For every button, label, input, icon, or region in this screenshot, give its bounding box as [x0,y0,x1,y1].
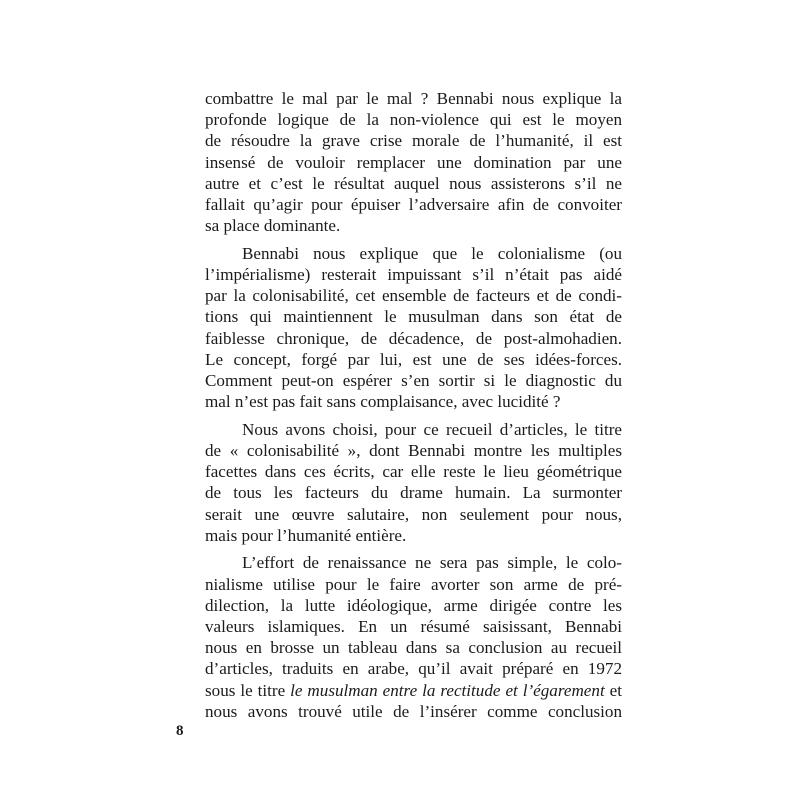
text-line: sa place dominante. [205,216,341,236]
paragraph-2 [205,243,622,413]
text-line: autre et c’est le résultat auquel nous assisterons s’il ne [205,173,622,193]
text-line: serait une œuvre salutaire, non seulement pour nous, [205,504,622,524]
text-line: facettes dans ces écrits, car elle reste le lieu géométrique [205,462,622,482]
paragraph-4 [205,552,622,722]
text-line: mais pour l’humanité entière. [205,525,407,545]
text-line: valeurs islamiques. En un résumé saisissant, Bennabi [205,617,622,636]
text-line: Nous avons choisi, pour ce recueil d’articles, le titre [242,419,622,439]
text-line: par la colonisabilité, cet ensemble de facteurs et de condi- [205,286,622,306]
paragraph-3 [205,419,622,546]
text-line: nous avons trouvé utile de l’insérer comme conclusion [205,701,622,721]
text-line-with-italic-title [205,680,622,701]
text-line: fallait qu’agir pour épuiser l’adversaire afin de convoiter [205,194,622,214]
text-line: dilection, la lutte idéologique, arme dirigée contre les [205,595,622,615]
paragraph-1 [205,88,622,236]
italic-book-title: le musulman entre la rectitude et l’égarement [290,680,605,700]
text-line: de tous les facteurs du drame humain. La surmonter [205,483,622,503]
text-line: Comment peut-on espérer s’en sortir si le diagnostic du [205,370,622,390]
text-line: Le concept, forgé par lui, est une de ses idées-forces. [205,349,622,369]
page-number: 8 [176,723,184,739]
text-line: nialisme utilise pour le faire avorter son arme de pré- [205,574,622,594]
text-segment: et [604,680,622,700]
body-text [205,88,622,728]
text-line: d’articles, traduits en arabe, qu’il avait préparé en 1972 [205,659,622,679]
text-line: Bennabi nous explique que le colonialisme (ou [242,243,622,263]
text-line: l’impérialisme) resterait impuissant s’il n’était pas aidé [205,265,622,284]
text-segment: sous le titre [205,680,291,700]
text-line: L’effort de renaissance ne sera pas simple, le colo- [242,553,622,573]
text-line: mal n’est pas fait sans complaisance, avec lucidité ? [205,392,561,412]
text-line: de résoudre la grave crise morale de l’humanité, il est [205,131,622,151]
text-line: de « colonisabilité », dont Bennabi montre les multiples [205,441,622,460]
text-line: nous en brosse un tableau dans sa conclusion au recueil [205,638,622,658]
text-line: profonde logique de la non-violence qui est le moyen [205,110,622,130]
text-line: faiblesse chronique, de décadence, de post-almohadien. [205,328,622,348]
text-line: tions qui maintiennent le musulman dans son état de [205,307,622,327]
text-line: combattre le mal par le mal ? Bennabi nous explique la [205,89,622,108]
text-line: insensé de vouloir remplacer une domination par une [205,152,622,172]
